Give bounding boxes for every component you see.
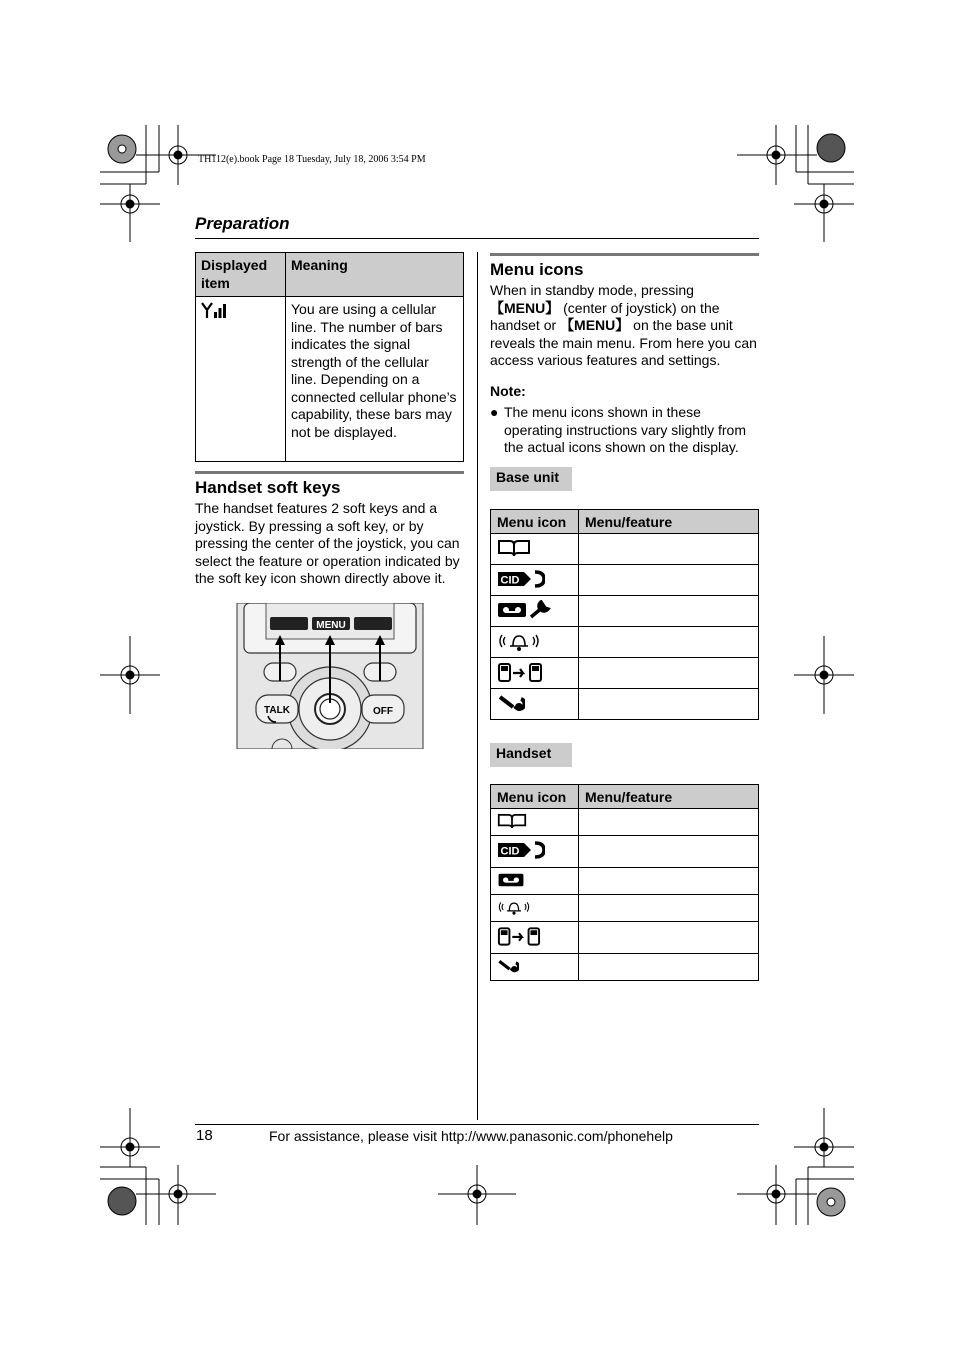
svg-text:CID: CID bbox=[500, 574, 520, 586]
talk-key-label: TALK bbox=[264, 705, 290, 716]
settings-icon bbox=[497, 958, 519, 974]
menu-key: 【MENU】 bbox=[560, 317, 630, 334]
copy-phonebook-icon bbox=[497, 926, 541, 946]
section-title: Preparation bbox=[195, 214, 290, 233]
display-table-header: Displayed item bbox=[196, 253, 286, 297]
answering-system-icon bbox=[497, 872, 525, 888]
handset-tag: Handset bbox=[490, 743, 572, 767]
ringer-icon bbox=[497, 631, 541, 651]
svg-text:CID: CID bbox=[500, 845, 520, 858]
menu-table-header: Menu icon bbox=[491, 510, 579, 534]
table-row bbox=[491, 627, 759, 658]
table-row bbox=[491, 895, 759, 922]
caller-id-icon bbox=[497, 840, 545, 860]
table-row bbox=[491, 565, 759, 596]
display-table-meaning: You are using a cellular line. The number of bars indicates the signal strength of the cellular line. Depending on a connected cellular phone’s capability, these bars may not be displayed. bbox=[286, 297, 464, 462]
table-row bbox=[491, 689, 759, 720]
answering-system-settings-icon bbox=[497, 600, 555, 620]
menu-table-header: Menu/feature bbox=[579, 785, 759, 809]
table-row bbox=[491, 954, 759, 981]
footer-text: For assistance, please visit http://www.panasonic.com/phonehelp bbox=[269, 1128, 673, 1144]
table-row bbox=[491, 658, 759, 689]
ringer-icon bbox=[497, 899, 531, 915]
base-unit-tag: Base unit bbox=[490, 467, 572, 491]
table-row bbox=[491, 596, 759, 627]
soft-keys-heading: Handset soft keys bbox=[195, 478, 341, 497]
settings-icon bbox=[497, 693, 525, 713]
page-number: 18 bbox=[196, 1127, 213, 1144]
caller-id-icon bbox=[497, 569, 545, 589]
menu-key: 【MENU】 bbox=[490, 299, 560, 316]
table-row bbox=[491, 836, 759, 868]
off-key-label: OFF bbox=[373, 706, 393, 717]
note-text: The menu icons shown in these operating instructions vary slightly from the actual icons shown on the display. bbox=[504, 404, 746, 456]
menu-icons-rule bbox=[490, 253, 759, 256]
menu-table-header: Menu icon bbox=[491, 785, 579, 809]
menu-icons-heading: Menu icons bbox=[490, 260, 584, 279]
base-unit-table bbox=[490, 509, 759, 720]
menu-table-header: Menu/feature bbox=[579, 510, 759, 534]
note-label: Note: bbox=[490, 383, 526, 399]
copy-phonebook-icon bbox=[497, 662, 543, 682]
soft-keys-rule bbox=[195, 471, 464, 474]
table-row bbox=[491, 922, 759, 954]
menu-softkey-label: MENU bbox=[316, 620, 346, 631]
signal-bars-icon bbox=[201, 301, 227, 319]
display-table bbox=[195, 252, 464, 462]
display-table-icon-cell bbox=[196, 297, 286, 462]
note-bullet: ● bbox=[490, 404, 499, 420]
table-row bbox=[491, 534, 759, 565]
column-divider bbox=[477, 252, 478, 1120]
print-info: TH112(e).book Page 18 Tuesday, July 18, 2006 3:54 PM bbox=[198, 154, 426, 165]
handset-table bbox=[490, 784, 759, 981]
table-row bbox=[491, 868, 759, 895]
display-table-header: Meaning bbox=[286, 253, 464, 297]
soft-keys-body: The handset features 2 soft keys and a joystick. By pressing a soft key, or by pressing the center of the joystick, you can select the feature or operation indicated by the soft key icon shown directly above it. bbox=[195, 500, 460, 587]
footer-rule bbox=[195, 1124, 759, 1125]
menu-icons-intro: When in standby mode, pressing 【MENU】 (center of joystick) on the handset or 【MENU】 on the base unit reveals the main menu. From here you can access various features and settings. bbox=[490, 282, 757, 369]
phonebook-icon bbox=[497, 539, 531, 557]
table-row bbox=[491, 809, 759, 836]
header-rule bbox=[195, 238, 759, 239]
phonebook-icon bbox=[497, 813, 527, 829]
handset-illustration bbox=[236, 603, 424, 749]
